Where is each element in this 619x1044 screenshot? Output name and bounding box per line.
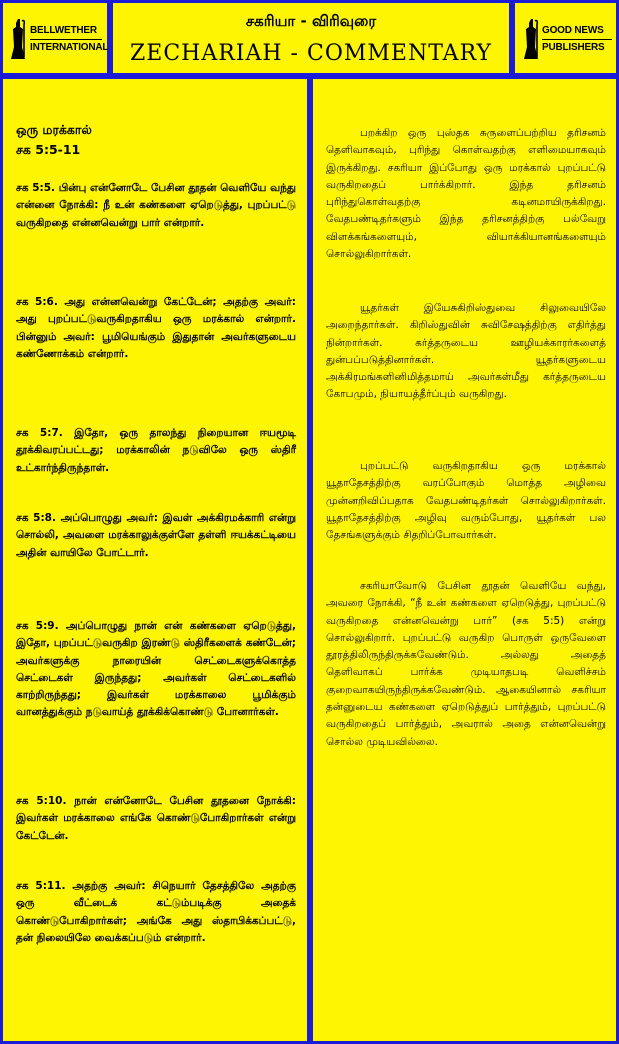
bellwether-logo-box [0,0,110,76]
logo-text-line2: INTERNATIONAL [30,41,109,53]
commentary-paragraph: புறப்பட்டு வருகிறதாகிய ஒரு மரக்கால் யூதாதேசத்திற்கு வரப்போகும் மொத்த அழிவை முன்னறிவிப்பதாக வேதபண்டிதர்கள் சொல்லுகிறார்கள். யூதாதேசத்திற்கு அழிவு வரும்போது, யூதர்கள் பல தேசங்களுக்கும் சிதறிப்போவார்கள். [326,460,606,542]
logo-text-line1: BELLWETHER [30,24,97,36]
verse-5-7: சக 5:7. இதோ, ஒரு தாலந்து நிறையான ஈயமூடி தூக்கிவரப்பட்டது; மரக்காலின் நடுவிலே ஒரு ஸ்திரீ உட்கார்ந்திருந்தாள். [16,427,296,474]
logo-text-line1: GOOD NEWS [542,24,604,36]
commentary-paragraph: பறக்கிற ஒரு புஸ்தக சுருளைப்பற்றிய தரிசனம் தெளிவாகவும், புரிந்து கொள்வதற்கு எளிமையாகவும் இருக்கிறது. சகரியா இப்போது ஒரு மரக்கால் புறப்பட்டு வருகிறதைப் பார்க்கிறார். இந்த தரிசனம் புரிந்துகொள்வதற்கு கடினமாயிருக்கிறது. வேதபண்டிதர்களும் இந்த தரிசனத்திற்கு பல்வேறு விளக்கங்களையும், வியாக்கியானங்களையும் சொல்லுகிறார்கள். [326,127,606,261]
title-english: ZECHARIAH - COMMENTARY [129,41,492,66]
bellwether-logo [9,17,108,61]
title-tamil: சகரியா - விரிவுரை [245,12,377,30]
commentary-paragraph: சகரியாவோடு பேசின தூதன் வெளியே வந்து, அவரை நோக்கி, “நீ உன் கண்களை ஏறெடுத்து, புறப்பட்டு வருகிறதை என்னவென்று பார்” (சக 5:5) என்று சொல்லுகிறார். புறப்பட்டு வருகிற பொருள் ஒருவேளை தூரத்திலிருந்திருக்கவேண்டும். அல்லது அதைத் தெளிவாகப் பார்க்க முடியாதபடி வெளிச்சம் குறைவாகயிருந்திருக்கவேண்டும். ஆகையினால் சகரியா தன்னுடைய கண்களை ஏறெடுத்துப் பார்த்தும், புறப்பட்டு வருகிறதைப் பார்த்தும், அவரால் அதை என்னவென்று சொல்ல முடியவில்லை. [326,580,606,748]
logo-divider [30,39,102,40]
verse-5-8: சக 5:8. அப்பொழுது அவர்: இவள் அக்கிரமக்காரி என்று சொல்லி, அவளை மரக்காலுக்குள்ளே தள்ளி ஈயக்கட்டியை அதின் வாயிலே போட்டார். [16,512,296,559]
shepherd-figure-icon [9,17,27,61]
good-news-logo-box [512,0,619,76]
section-heading: ஒரு மரக்கால் [16,122,92,137]
verse-5-6: சக 5:6. அது என்னவென்று கேட்டேன்; அதற்கு அவர்: அது புறப்பட்டுவருகிறதாகிய ஒரு மரக்கால் என்றார். பின்னும் அவர்: பூமியெங்கும் இதுதான் அவர்களுடைய கண்ணோக்கம் என்றார். [16,296,296,360]
verse-5-11: சக 5:11. அதற்கு அவர்: சிநெயார் தேசத்திலே அதற்கு ஒரு வீட்டைக் கட்டும்படிக்கு அதைக் கொண்டுபோகிறார்கள்; அங்கே அது ஸ்தாபிக்கப்பட்டு, தன் நிலையிலே வைக்கப்படும் என்றார். [16,880,296,944]
verse-5-5: சக 5:5. பின்பு என்னோடே பேசின தூதன் வெளியே வந்து என்னை நோக்கி: நீ உன் கண்களை ஏறெடுத்து, புறப்பட்டு வருகிறதை என்னவென்று பார் என்றார். [16,182,296,229]
commentary-paragraph: யூதர்கள் இயேசுகிறிஸ்துவை சிலுவையிலே அறைந்தார்கள். கிறிஸ்துவின் சுவிசேஷத்திற்கு எதிர்த்து நின்றார்கள். கர்த்தருடைய ஊழியக்காரர்களைத் துன்பப்படுத்தினார்கள். யூதர்களுடைய அக்கிரமங்களினிமித்தமாய் அவர்கள்மீது கர்த்தருடைய கோபமும், நியாயத்தீர்ப்பும் வருகிறது. [326,302,606,401]
logo-divider [542,39,612,40]
title-box [110,0,512,76]
good-news-logo [522,17,612,61]
shepherd-figure-icon [522,17,540,61]
section-reference: சக 5:5-11 [16,142,81,157]
verse-5-9: சக 5:9. அப்பொழுது நான் என் கண்களை ஏறெடுத்து, இதோ, புறப்பட்டுவருகிற இரண்டு ஸ்திரீகளைக் கண்டேன்; அவர்களுக்கு நாரையின் செட்டைகளுக்கொத்த செட்டைகள் இருந்தது; அவர்கள் செட்டைகளில் காற்றிருந்தது; இவர்கள் மரக்காலை பூமிக்கும் வானத்துக்கும் நடுவாய்த் தூக்கிக்கொண்டு போனார்கள். [16,620,296,719]
verse-5-10: சக 5:10. நான் என்னோடே பேசின தூதனை நோக்கி: இவர்கள் மரக்காலை எங்கே கொண்டுபோகிறார்கள் என்று கேட்டேன். [16,795,296,842]
logo-text-line2: PUBLISHERS [542,41,605,53]
